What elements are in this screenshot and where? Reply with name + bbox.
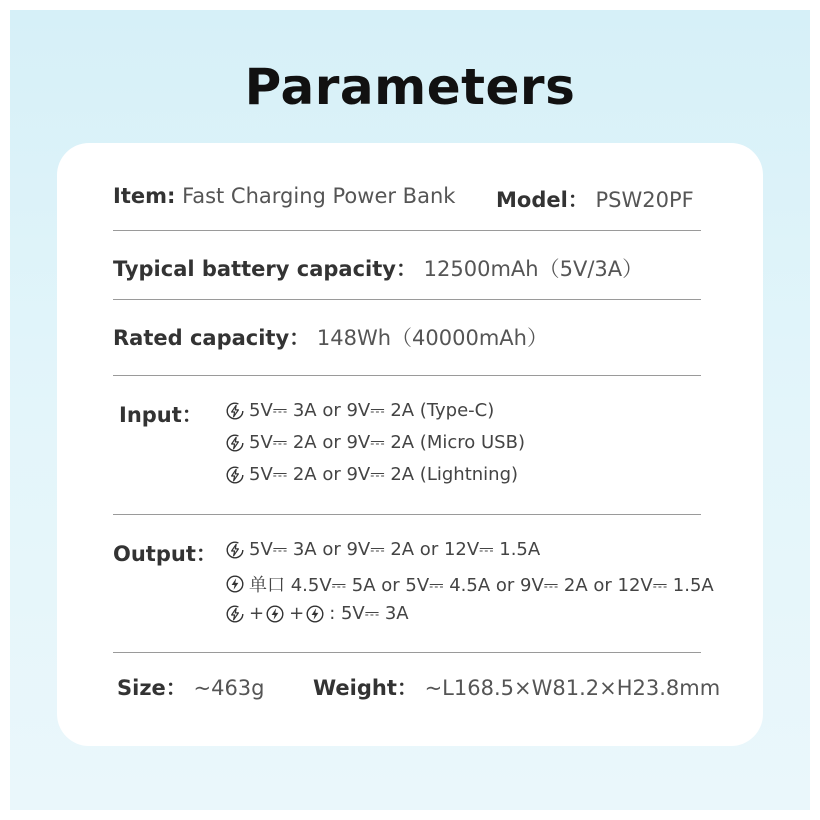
rated-capacity-row xyxy=(113,322,548,352)
item-row xyxy=(113,184,455,208)
model-value: PSW20PF xyxy=(595,188,694,212)
output-line-2 xyxy=(226,571,714,597)
item-value: Fast Charging Power Bank xyxy=(182,184,456,208)
divider xyxy=(113,652,701,653)
plus-sign: + xyxy=(289,603,305,624)
model-label: Model： xyxy=(496,188,589,212)
outline-lightning-circle-icon xyxy=(226,434,244,452)
input-label-row xyxy=(119,399,203,429)
page-title: Parameters xyxy=(244,58,576,116)
input-line-1 xyxy=(226,400,494,421)
outline-lightning-circle-icon xyxy=(226,402,244,420)
input-spec-text: 5V⎓ 3A or 9V⎓ 2A (Type-C) xyxy=(249,400,495,421)
item-label: Item: xyxy=(113,184,176,208)
divider xyxy=(113,299,701,300)
outline-lightning-circle-icon xyxy=(226,541,244,559)
divider xyxy=(113,514,701,515)
size-value: ~463g xyxy=(193,676,265,700)
input-spec-text: 5V⎓ 2A or 9V⎓ 2A (Micro USB) xyxy=(249,432,525,453)
output-spec-text: 5V⎓ 3A or 9V⎓ 2A or 12V⎓ 1.5A xyxy=(249,539,541,560)
weight-label: Weight： xyxy=(313,676,418,700)
output-line-3 xyxy=(226,603,409,624)
divider xyxy=(113,375,701,376)
outline-lightning-circle-icon xyxy=(226,605,244,623)
size-row xyxy=(117,672,265,702)
lightning-circle-icon xyxy=(226,575,244,593)
size-label: Size： xyxy=(117,676,187,700)
output-line-1 xyxy=(226,539,540,560)
rated-capacity-label: Rated capacity： xyxy=(113,326,311,350)
output-label-row xyxy=(113,538,217,568)
lightning-circle-icon xyxy=(306,605,324,623)
input-label: Input： xyxy=(119,403,203,427)
model-row xyxy=(496,184,694,214)
plus-sign: + xyxy=(249,603,265,624)
output-spec-text: : 5V⎓ 3A xyxy=(329,603,409,624)
output-label: Output： xyxy=(113,542,217,566)
divider xyxy=(113,230,701,231)
weight-value: ~L168.5×W81.2×H23.8mm xyxy=(424,676,721,700)
input-spec-text: 5V⎓ 2A or 9V⎓ 2A (Lightning) xyxy=(249,464,519,485)
input-line-3 xyxy=(226,464,518,485)
typical-capacity-label: Typical battery capacity： xyxy=(113,257,417,281)
lightning-circle-icon xyxy=(266,605,284,623)
outline-lightning-circle-icon xyxy=(226,466,244,484)
input-line-2 xyxy=(226,432,525,453)
weight-row xyxy=(313,672,720,702)
rated-capacity-value: 148Wh（40000mAh） xyxy=(316,326,548,350)
output-spec-text: 单口 4.5V⎓ 5A or 5V⎓ 4.5A or 9V⎓ 2A or 12V⎓ 1.5A xyxy=(249,575,714,596)
typical-capacity-value: 12500mAh（5V/3A） xyxy=(423,257,644,281)
typical-capacity-row xyxy=(113,253,643,283)
